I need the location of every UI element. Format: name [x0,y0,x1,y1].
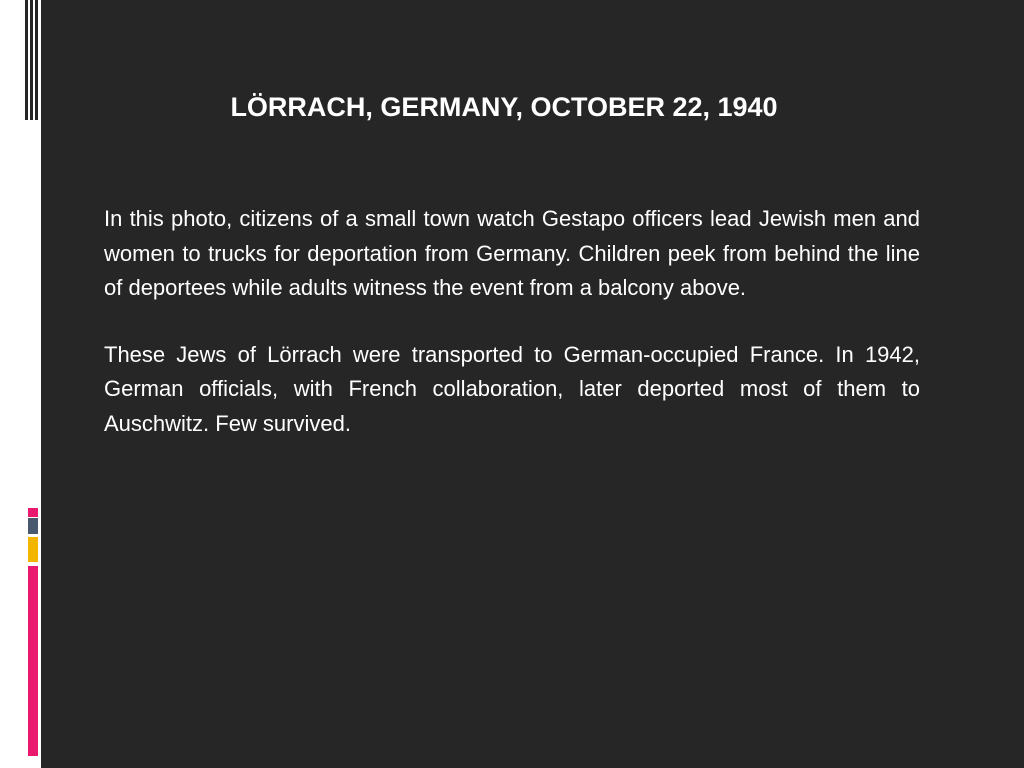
slide-body [104,202,920,473]
body-paragraph-2: These Jews of Lörrach were transported to German-occupied France. In 1942, German officials, with French collaboration, later deported most of them to Auschwitz. Few survived. [104,341,920,436]
accent-bar-gold [28,537,38,562]
accent-bar-grey [28,518,38,534]
body-paragraph-1: In this photo, citizens of a small town watch Gestapo officers lead Jewish men and women to trucks for deportation from Germany. Children peek from behind the line of deportees while adults witness the event from a balcony above. [104,206,920,300]
slide-content-area [41,0,1024,768]
left-decorative-strip [0,0,41,768]
slide-title: LÖRRACH, GERMANY, OCTOBER 22, 1940 [230,92,778,122]
accent-bar-pink-small [28,508,38,517]
accent-bar-pink-long [28,566,38,756]
stripe-bar-1 [25,0,28,120]
stripe-bar-2 [30,0,33,120]
stripe-bar-3 [35,0,38,120]
